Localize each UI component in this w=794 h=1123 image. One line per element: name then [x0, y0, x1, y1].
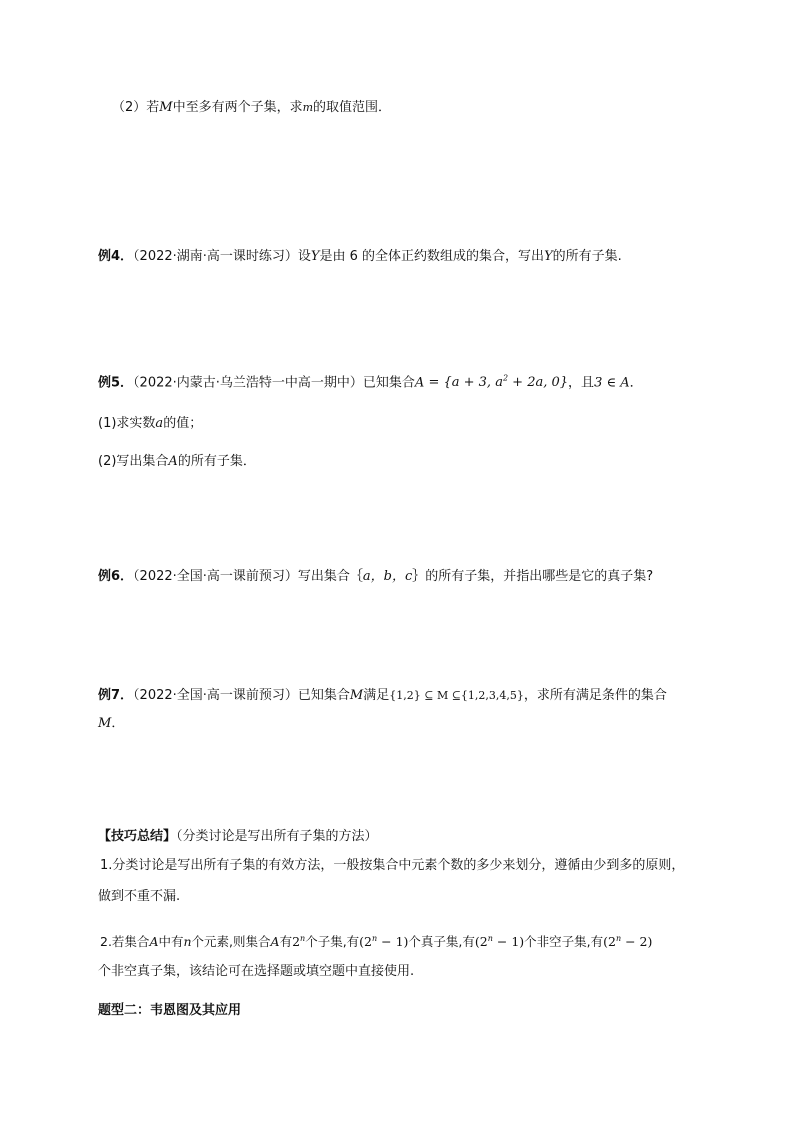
example-5-question-2: (2)写出集合A的所有子集． — [98, 454, 256, 469]
example-7: 例7．（2022·全国·高一课前预习）已知集合M满足{1,2} ⊆ M ⊆{1,2,3,4,5}，求所有满足条件的集合 — [98, 688, 667, 703]
summary-subtitle: （分类讨论是写出所有子集的方法） — [176, 829, 378, 844]
summary-title: 【技巧总结】 — [98, 829, 177, 844]
summary-point-2-line-1: 2.若集合A中有n个元素,则集合A有2$^n$个子集,有$(2^n - 1)$个真子集,有$(2^n - 1)$个非空子集,有$(2^n - 2)$ — [100, 934, 653, 950]
example-6-source: （2022·全国·高一课前预习） — [133, 569, 298, 584]
question-2-part: （2）若M中至多有两个子集，求m的取值范围． — [112, 100, 392, 115]
example-6: 例6．（2022·全国·高一课前预习）写出集合｛a，b，c｝的所有子集，并指出哪些是它的真子集? — [98, 569, 654, 584]
example-6-label: 例6． — [98, 569, 134, 584]
example-4-source: （2022·湖南·高一课时练习） — [133, 249, 298, 264]
example-5: 例5．（2022·内蒙古·乌兰浩特一中高一期中）已知集合A = {a + 3, $a^2 + 2a$, 0}，且3 ∈ A． — [98, 374, 643, 391]
example-5-source: （2022·内蒙古·乌兰浩特一中高一期中） — [133, 375, 363, 391]
set-expression: = {a + 3, $a^2 + 2a$, 0} — [428, 374, 569, 391]
example-4: 例4．（2022·湖南·高一课时练习）设Y是由 6 的全体正约数组成的集合，写出Y的所有子集. — [98, 249, 622, 264]
summary-point-1-line-1: 1.分类讨论是写出所有子集的有效方法，一般按集合中元素个数的多少来划分，遵循由少到多的原则， — [100, 858, 685, 873]
example-7-line-2: M． — [98, 716, 125, 731]
example-5-question-1: (1)求实数a的值； — [98, 416, 203, 431]
example-7-label: 例7． — [98, 688, 134, 703]
summary-heading — [98, 827, 378, 847]
example-7-source: （2022·全国·高一课前预习） — [133, 688, 298, 703]
example-4-label: 例4． — [98, 249, 134, 264]
example-5-label: 例5． — [98, 375, 134, 391]
section-title: 题型二：韦恩图及其应用 — [98, 1003, 242, 1018]
summary-point-2-line-2: 个非空真子集，该结论可在选择题或填空题中直接使用. — [98, 964, 415, 979]
summary-point-1-line-2: 做到不重不漏. — [98, 889, 181, 904]
